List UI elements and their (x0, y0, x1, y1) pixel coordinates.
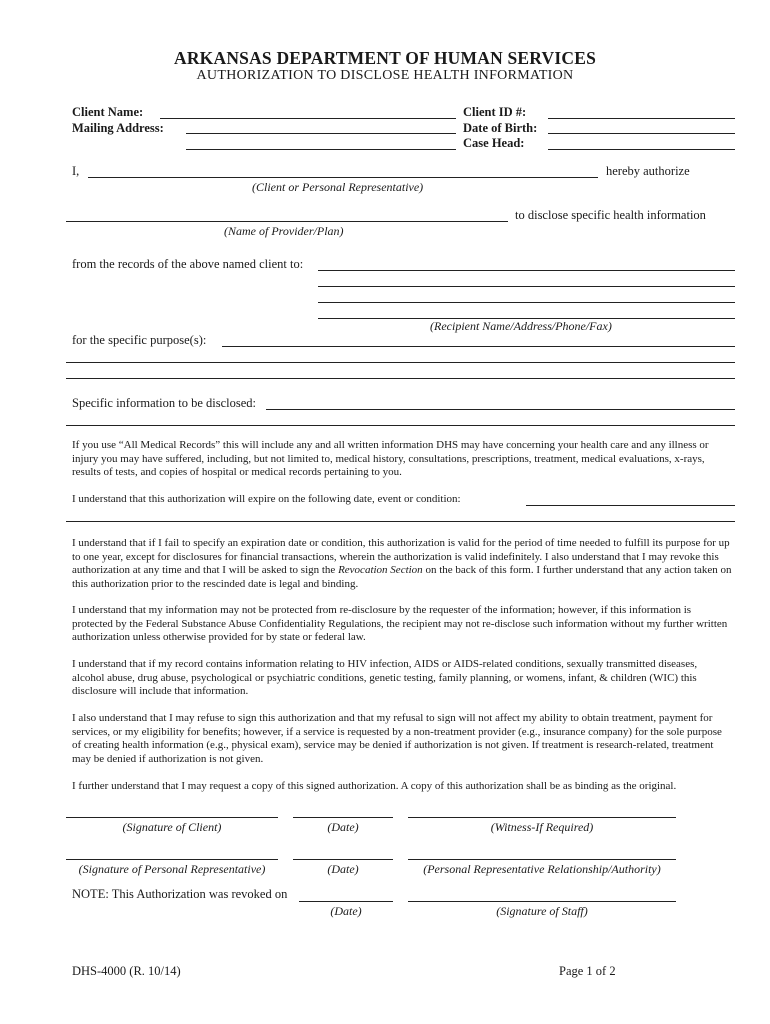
revoked-label: NOTE: This Authorization was revoked on (72, 887, 288, 901)
purpose-field-1[interactable] (222, 346, 735, 347)
all-records-paragraph: If you use “All Medical Records” this will include any and all written information DHS may have concerning your health care and any illness or injury you may have suffered, including, but not limited to, medical history, consultations, prescriptions, treatment, medical evaluations, x-rays, results of tests, and copies of hospital or medical records pertaining to you. (72, 439, 709, 479)
mailing-address-field[interactable] (186, 133, 456, 134)
case-head-field[interactable] (548, 149, 735, 150)
fail-text-2: on the back of this form. I further understand that any action taken on this authorization prior to the rescinded date is legal and binding. (72, 564, 732, 590)
client-name-field[interactable] (160, 118, 456, 119)
mailing-address-field-2[interactable] (186, 149, 456, 150)
client-signature-field[interactable] (66, 817, 278, 818)
form-id: DHS-4000 (R. 10/14) (72, 964, 181, 978)
specific-info-field-2[interactable] (66, 425, 735, 426)
expiration-field-2[interactable] (66, 521, 735, 522)
redisclosure-paragraph: I understand that my information may not be protected from re-disclosure by the requester of the information; however, if this information is protected by the Federal Substance Abuse Confidentiality Regulations, the recipient may not re-disclose such information without my further written authorization unless otherwise provided for by state or federal law. (72, 604, 728, 644)
recipient-caption: (Recipient Name/Address/Phone/Fax) (430, 319, 612, 333)
expiration-field[interactable] (526, 505, 735, 506)
form-title: ARKANSAS DEPARTMENT OF HUMAN SERVICES (174, 48, 596, 68)
witness-caption: (Witness-If Required) (490, 820, 594, 834)
client-rep-caption: (Client or Personal Representative) (252, 180, 424, 194)
client-id-field[interactable] (548, 118, 735, 119)
hiv-paragraph: I understand that if my record contains information relating to HIV infection, AIDS or AIDS-related conditions, sexually transmitted diseases, alcohol abuse, drug abuse, psychological or psychiatric conditions, genetic testing, family planning, or womens, infant, & children (WIC) this disclosure will include that information. (72, 658, 698, 698)
recipient-field-1[interactable] (318, 270, 735, 271)
case-head-label: Case Head: (463, 136, 525, 150)
rep-relationship-field[interactable] (408, 859, 676, 860)
rep-date-caption: (Date) (327, 862, 359, 876)
provider-suffix: to disclose specific health information (515, 208, 706, 222)
recipient-field-2[interactable] (318, 286, 735, 287)
mailing-address-label: Mailing Address: (72, 121, 164, 135)
copy-paragraph: I further understand that I may request a copy of this signed authorization. A copy of this authorization shall be as binding as the original. (72, 780, 677, 792)
revocation-section-ref: Revocation Section (338, 564, 423, 577)
client-id-label: Client ID #: (463, 105, 527, 119)
recipient-label: from the records of the above named client to: (72, 257, 304, 271)
page-number: Page 1 of 2 (559, 964, 616, 978)
revoked-date-caption: (Date) (330, 904, 362, 918)
rep-signature-field[interactable] (66, 859, 278, 860)
dob-field[interactable] (548, 133, 735, 134)
dob-label: Date of Birth: (463, 121, 538, 135)
rep-signature-caption: (Signature of Personal Representative) (78, 862, 266, 876)
staff-signature-field[interactable] (408, 901, 676, 902)
fail-text-1: I understand that if I fail to specify an expiration date or condition, this authorization is valid for the period of time needed to fulfill its purpose for up to one year, except for disclosures for financial transactions, wherein the authorization is valid indefinitely. I also understand that I may revoke this authorization at any time and that I will be asked to sign the (72, 537, 730, 577)
authorize-suffix: hereby authorize (606, 164, 690, 178)
client-name-label: Client Name: (72, 105, 144, 119)
purpose-field-2[interactable] (66, 362, 735, 363)
staff-signature-caption: (Signature of Staff) (496, 904, 588, 918)
refuse-paragraph: I also understand that I may refuse to sign this authorization and that my refusal to sign will not affect my ability to obtain treatment, payment for services, or my eligibility for benefits; however, if a service is requested by a non-treatment provider (e.g., insurance company) for the sole purpose of creating health information (e.g., physical exam), service may be denied if authorization is not given. If treatment is research-related, treatment may be denied if authorization is not given. (72, 712, 722, 765)
provider-field[interactable] (66, 221, 508, 222)
fail-paragraph (72, 537, 732, 591)
specific-info-label: Specific information to be disclosed: (72, 396, 256, 410)
witness-field[interactable] (408, 817, 676, 818)
client-signature-caption: (Signature of Client) (122, 820, 222, 834)
authorize-prefix: I, (72, 164, 80, 178)
client-rep-field[interactable] (88, 177, 598, 178)
form-subtitle: AUTHORIZATION TO DISCLOSE HEALTH INFORMATION (196, 68, 574, 83)
specific-info-field-1[interactable] (266, 409, 735, 410)
rep-relationship-caption: (Personal Representative Relationship/Authority) (423, 862, 661, 876)
purpose-label: for the specific purpose(s): (72, 333, 207, 347)
client-date-field[interactable] (293, 817, 393, 818)
provider-caption: (Name of Provider/Plan) (224, 224, 344, 238)
rep-date-field[interactable] (293, 859, 393, 860)
recipient-field-3[interactable] (318, 302, 735, 303)
revoked-date-field[interactable] (299, 901, 393, 902)
purpose-field-3[interactable] (66, 378, 735, 379)
client-date-caption: (Date) (327, 820, 359, 834)
expire-paragraph: I understand that this authorization will expire on the following date, event or condition: (72, 493, 461, 505)
